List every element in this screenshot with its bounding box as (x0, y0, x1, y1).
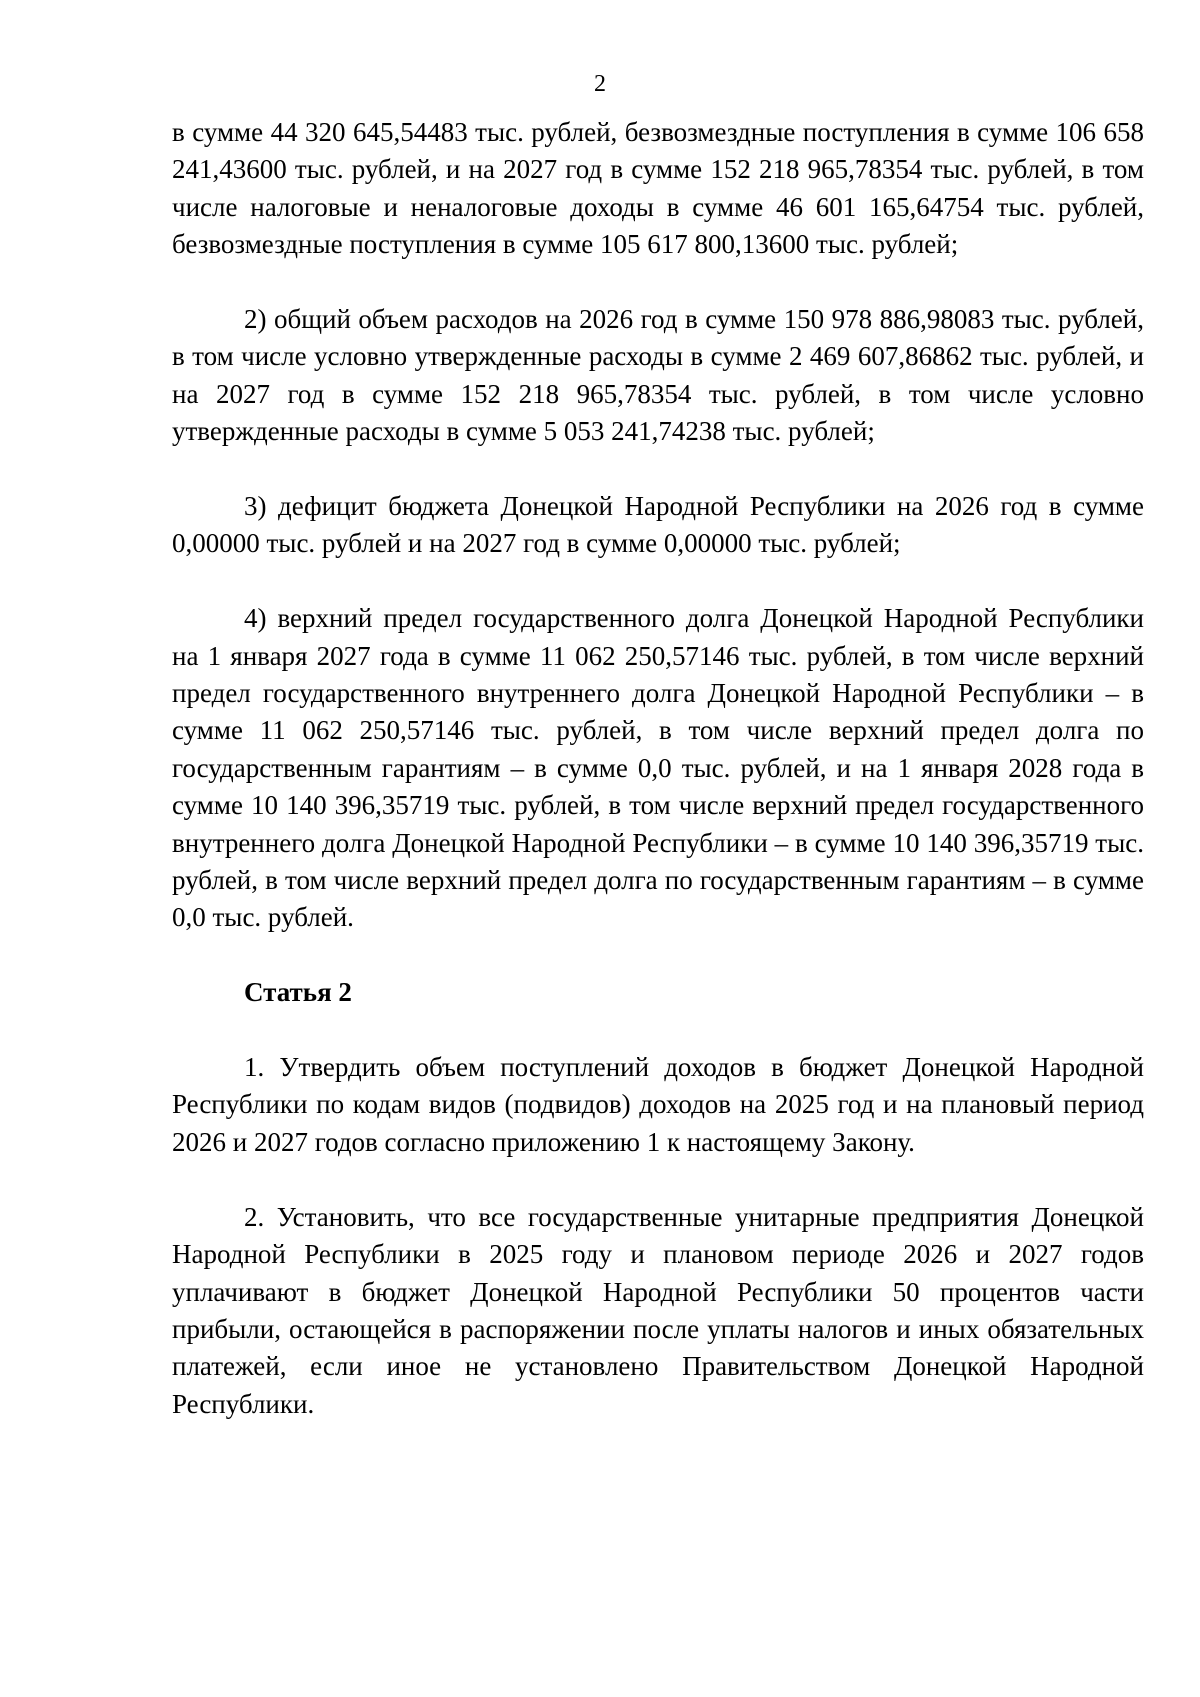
document-body (172, 114, 1144, 1423)
paragraph-gap (172, 451, 1144, 488)
article-heading: Статья 2 (244, 977, 352, 1008)
paragraph-gap (172, 1012, 1144, 1049)
paragraph-item-4-debt-limit: 4) верхний предел государственного долга Донецкой Народной Республики на 1 января 2027 года в сумме 11 062 250,57146 тыс. рублей, в том числе верхний предел государственного внутреннего долга Донецкой Народной Республики – в сумме 11 062 250,57146 тыс. рублей, в том числе верхний предел долга по государственным гарантиям – в сумме 0,0 тыс. рублей, и на 1 января 2028 года в сумме 10 140 396,35719 тыс. рублей, в том числе верхний предел государственного внутреннего долга Донецкой Народной Республики – в сумме 10 140 396,35719 тыс. рублей, в том числе верхний предел долга по государственным гарантиям – в сумме 0,0 тыс. рублей. (172, 603, 1144, 933)
paragraph-revenue-continuation: в сумме 44 320 645,54483 тыс. рублей, безвозмездные поступления в сумме 106 658 241,43600 тыс. рублей, и на 2027 год в сумме 152 218 965,78354 тыс. рублей, в том числе налоговые и неналоговые доходы в сумме 46 601 165,64754 тыс. рублей, безвозмездные поступления в сумме 105 617 800,13600 тыс. рублей; (172, 117, 1144, 260)
paragraph-article-2-item-2: 2. Установить, что все государственные унитарные предприятия Донецкой Народной Республики в 2025 году и плановом периоде 2026 и 2027 годов уплачивают в бюджет Донецкой Народной Республики 50 процентов части прибыли, остающейся в распоряжении после уплаты налогов и иных обязательных платежей, если иное не установлено Правительством Донецкой Народной Республики. (172, 1201, 1144, 1419)
page-number: 2 (594, 71, 606, 97)
paragraph-gap (172, 563, 1144, 600)
paragraph-gap (172, 264, 1144, 301)
paragraph-gap (172, 937, 1144, 974)
paragraph-item-2-expenses: 2) общий объем расходов на 2026 год в сумме 150 978 886,98083 тыс. рублей, в том числе условно утвержденные расходы в сумме 2 469 607,86862 тыс. рублей, и на 2027 год в сумме 152 218 965,78354 тыс. рублей, в том числе условно утвержденные расходы в сумме 5 053 241,74238 тыс. рублей; (172, 304, 1144, 447)
paragraph-item-3-deficit: 3) дефицит бюджета Донецкой Народной Республики на 2026 год в сумме 0,00000 тыс. рублей и на 2027 год в сумме 0,00000 тыс. рублей; (172, 491, 1144, 559)
paragraph-gap (172, 1161, 1144, 1198)
paragraph-article-2-item-1: 1. Утвердить объем поступлений доходов в бюджет Донецкой Народной Республики по кодам видов (подвидов) доходов на 2025 год и на плановый период 2026 и 2027 годов согласно приложению 1 к настоящему Закону. (172, 1052, 1144, 1157)
